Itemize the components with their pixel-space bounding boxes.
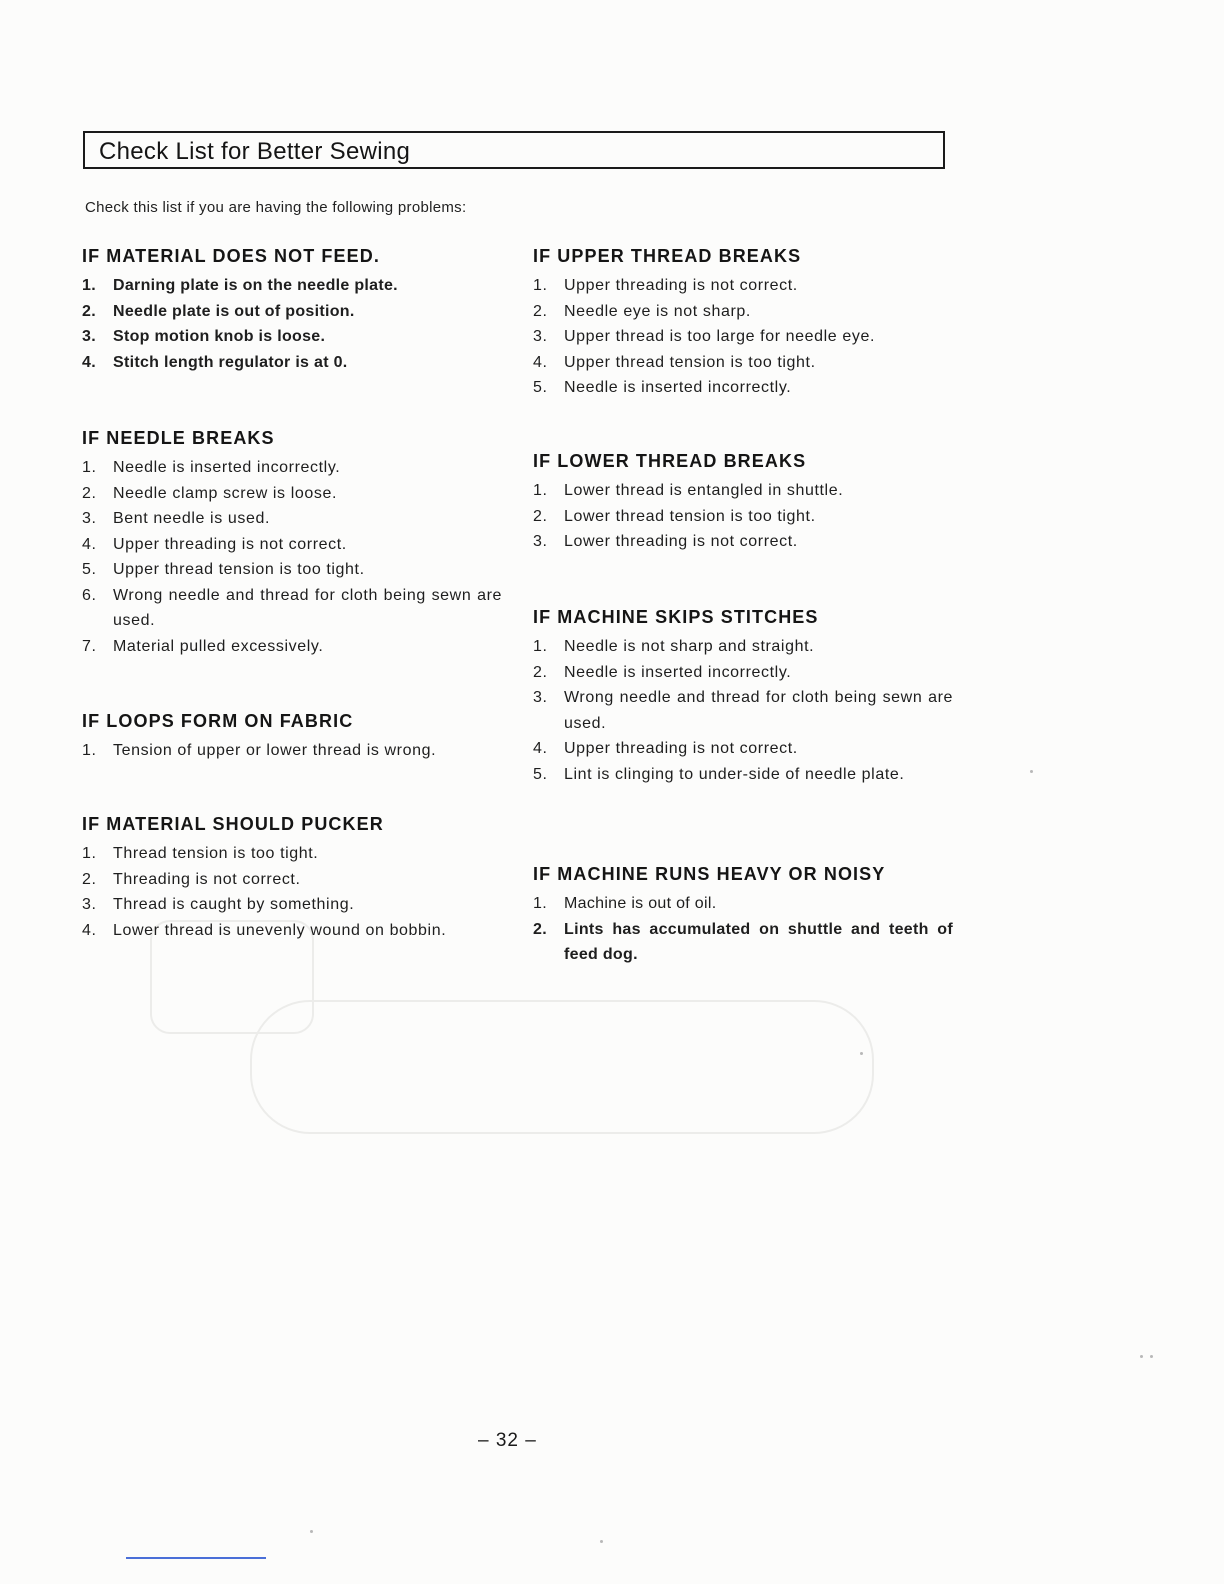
section-lower-thread-breaks	[533, 451, 953, 555]
item-text: Bent needle is used.	[113, 510, 270, 527]
item-list	[82, 738, 502, 764]
item-text: Lint is clinging to under-side of needle plate.	[564, 765, 905, 783]
list-item	[82, 892, 502, 918]
scan-speck	[860, 1052, 863, 1055]
item-text: Thread is caught by something.	[113, 896, 355, 913]
section-upper-thread-breaks	[533, 246, 953, 401]
list-item	[82, 273, 502, 299]
item-number: 6.	[82, 586, 97, 604]
item-text: Needle is inserted incorrectly.	[113, 459, 341, 476]
list-item	[533, 917, 953, 968]
item-list	[533, 634, 953, 787]
list-item	[82, 841, 502, 867]
section-skips-stitches	[533, 607, 953, 787]
section-heading: IF MACHINE RUNS HEAVY OR NOISY	[533, 864, 886, 884]
item-text: Upper thread is too large for needle eye.	[564, 328, 875, 345]
item-text: Upper threading is not correct.	[564, 277, 798, 294]
page-title: Check List for Better Sewing	[99, 138, 411, 165]
item-text: Needle plate is out of position.	[113, 302, 355, 320]
section-heading: IF LOWER THREAD BREAKS	[533, 451, 807, 471]
list-item	[82, 324, 502, 350]
list-item	[533, 634, 953, 660]
list-item	[533, 762, 953, 788]
list-item	[533, 504, 953, 530]
list-item	[533, 660, 953, 686]
item-number: 4.	[533, 740, 548, 757]
intro-text: Check this list if you are having the following problems:	[85, 199, 467, 216]
item-text: Needle is not sharp and straight.	[564, 638, 815, 655]
title-box	[83, 131, 945, 169]
item-number: 2.	[533, 920, 547, 938]
item-number: 2.	[533, 663, 548, 681]
item-number: 4.	[82, 535, 97, 553]
item-text: Lower thread is entangled in shuttle.	[564, 482, 844, 499]
item-text: Darning plate is on the needle plate.	[113, 277, 398, 294]
item-number: 3.	[533, 689, 548, 706]
item-number: 2.	[82, 870, 97, 888]
section-needle-breaks	[82, 428, 502, 659]
item-number: 5.	[82, 561, 97, 578]
item-text: Stop motion knob is loose.	[113, 328, 326, 345]
scan-speck	[1140, 1355, 1143, 1358]
item-number: 1.	[82, 742, 97, 759]
section-material-not-feed	[82, 246, 502, 375]
list-item	[533, 736, 953, 762]
item-number: 3.	[82, 896, 97, 913]
item-number: 5.	[533, 765, 548, 783]
item-text: Thread tension is too tight.	[113, 845, 319, 862]
item-number: 5.	[533, 379, 548, 396]
scan-mark	[126, 1557, 266, 1559]
item-number: 2.	[82, 302, 96, 320]
item-text: Lower thread is unevenly wound on bobbin.	[113, 921, 447, 939]
item-text: Upper thread tension is too tight.	[113, 561, 365, 578]
item-number: 1.	[533, 482, 548, 499]
item-number: 4.	[82, 353, 96, 371]
scan-speck	[600, 1540, 603, 1543]
item-number: 4.	[82, 921, 97, 939]
list-item	[82, 738, 502, 764]
item-number: 1.	[82, 845, 97, 862]
item-list	[82, 273, 502, 375]
item-text: Needle is inserted incorrectly.	[564, 663, 792, 681]
scan-speck	[1150, 1355, 1153, 1358]
item-list	[533, 891, 953, 968]
page-number: – 32 –	[478, 1430, 537, 1451]
list-item	[533, 529, 953, 555]
list-item	[82, 455, 502, 481]
item-text: Stitch length regulator is at 0.	[113, 353, 348, 371]
item-text: Upper threading is not correct.	[564, 740, 798, 757]
item-list	[82, 841, 502, 943]
list-item	[533, 891, 953, 917]
item-number: 2.	[533, 507, 548, 525]
item-text: Upper threading is not correct.	[113, 535, 347, 553]
item-number: 3.	[82, 328, 96, 345]
item-text: Tension of upper or lower thread is wrong.	[113, 742, 437, 759]
item-number: 3.	[533, 533, 548, 550]
list-item	[533, 685, 953, 736]
scan-speck	[1030, 770, 1033, 773]
list-item	[533, 478, 953, 504]
list-item	[533, 299, 953, 325]
list-item	[82, 350, 502, 376]
list-item	[82, 506, 502, 532]
item-text: Machine is out of oil.	[564, 895, 717, 912]
item-text: Lower thread tension is too tight.	[564, 507, 816, 525]
item-text: Needle eye is not sharp.	[564, 302, 751, 320]
item-number: 1.	[82, 277, 96, 294]
scan-speck	[310, 1530, 313, 1533]
list-item	[82, 583, 502, 634]
list-item	[82, 532, 502, 558]
list-item	[533, 324, 953, 350]
item-number: 7.	[82, 637, 97, 655]
list-item	[533, 375, 953, 401]
item-number: 4.	[533, 353, 548, 371]
item-number: 1.	[82, 459, 97, 476]
item-text: Needle is inserted incorrectly.	[564, 379, 792, 396]
item-number: 1.	[533, 638, 548, 655]
list-item	[82, 634, 502, 660]
item-text: Needle clamp screw is loose.	[113, 484, 337, 502]
item-number: 2.	[82, 484, 97, 502]
item-number: 1.	[533, 895, 547, 912]
item-number: 1.	[533, 277, 548, 294]
item-list	[533, 273, 953, 401]
item-text: Wrong needle and thread for cloth being sewn are used.	[113, 586, 502, 629]
section-heading: IF UPPER THREAD BREAKS	[533, 246, 802, 266]
section-heading: IF NEEDLE BREAKS	[82, 428, 275, 448]
list-item	[82, 299, 502, 325]
item-text: Threading is not correct.	[113, 870, 301, 888]
list-item	[82, 481, 502, 507]
item-list	[533, 478, 953, 555]
section-heading: IF LOOPS FORM ON FABRIC	[82, 711, 354, 731]
item-text: Material pulled excessively.	[113, 637, 324, 655]
item-text: Wrong needle and thread for cloth being sewn are used.	[564, 689, 953, 732]
list-item	[82, 867, 502, 893]
section-loops-form	[82, 711, 502, 764]
bleed-through-shape	[250, 1000, 874, 1134]
section-heading: IF MATERIAL SHOULD PUCKER	[82, 814, 384, 834]
section-heading: IF MATERIAL DOES NOT FEED.	[82, 246, 380, 266]
item-text: Lints has accumulated on shuttle and teeth of feed dog.	[564, 920, 953, 963]
section-runs-heavy	[533, 864, 953, 968]
section-material-pucker	[82, 814, 502, 943]
list-item	[82, 557, 502, 583]
item-number: 3.	[82, 510, 97, 527]
list-item	[82, 918, 502, 944]
list-item	[533, 273, 953, 299]
item-text: Upper thread tension is too tight.	[564, 353, 816, 371]
item-text: Lower threading is not correct.	[564, 533, 798, 550]
item-list	[82, 455, 502, 659]
section-heading: IF MACHINE SKIPS STITCHES	[533, 607, 819, 627]
item-number: 2.	[533, 302, 548, 320]
list-item	[533, 350, 953, 376]
item-number: 3.	[533, 328, 548, 345]
